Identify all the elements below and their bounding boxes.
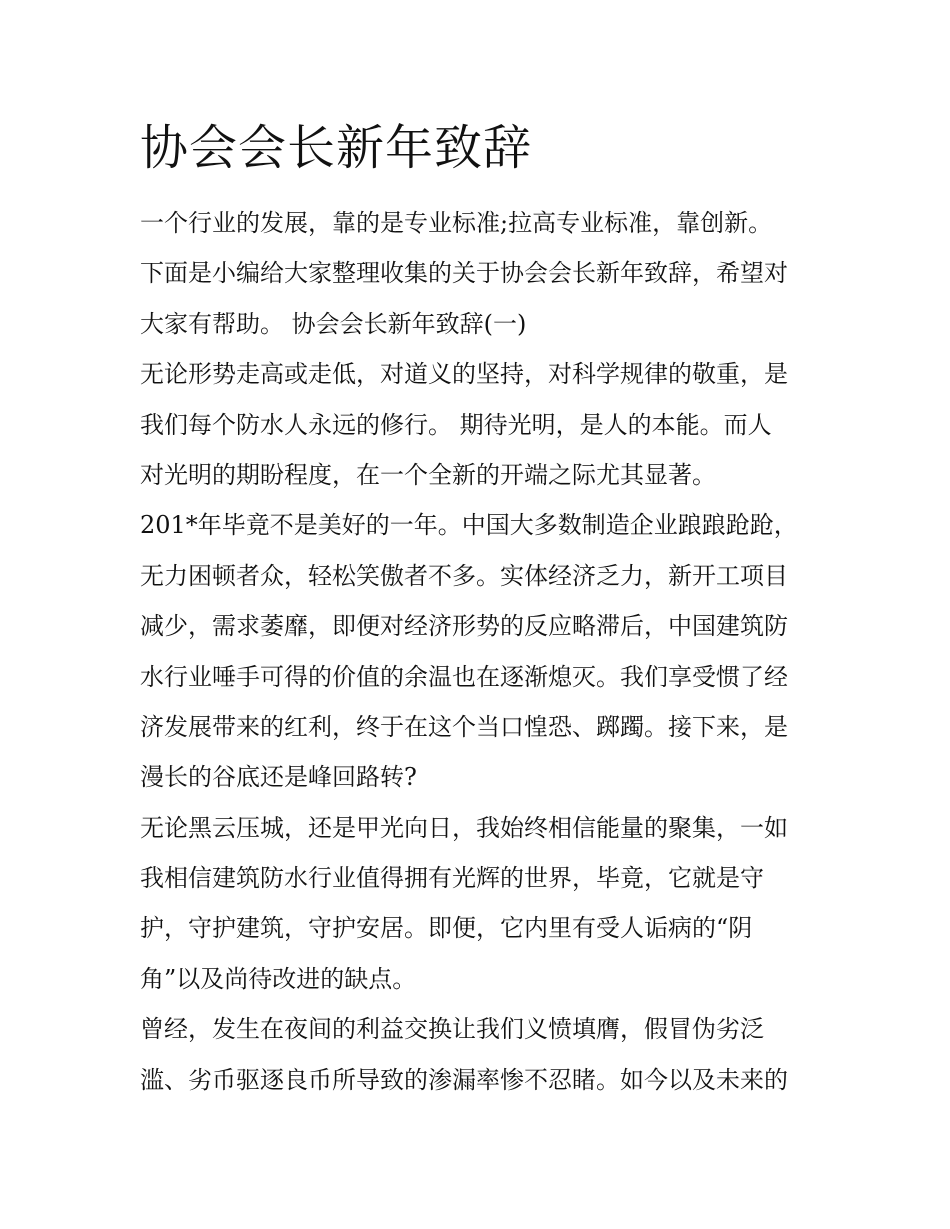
text-line: 减少，需求萎靡，即便对经济形势的反应略滞后，中国建筑防 bbox=[140, 612, 788, 641]
text-line: 水行业唾手可得的价值的余温也在逐渐熄灭。我们享受惯了经 bbox=[140, 662, 788, 691]
text-line: 对光明的期盼程度，在一个全新的开端之际尤其显著。 bbox=[140, 460, 716, 489]
text-line: 我们每个防水人永远的修行。 期待光明，是人的本能。而人 bbox=[140, 410, 772, 439]
text-line: 无力困顿者众，轻松笑傲者不多。实体经济乏力，新开工项目 bbox=[140, 561, 788, 590]
text-line: 下面是小编给大家整理收集的关于协会会长新年致辞，希望对 bbox=[140, 259, 788, 288]
text-line: 201*年毕竟不是美好的一年。中国大多数制造企业踉踉跄跄， bbox=[140, 511, 798, 540]
body-paragraph bbox=[140, 1004, 820, 1105]
text-line: 漫长的谷底还是峰回路转? bbox=[140, 763, 417, 792]
text-line: 济发展带来的红利，终于在这个当口惶恐、踯躅。接下来，是 bbox=[140, 712, 788, 741]
text-line: 滥、劣币驱逐良币所导致的渗漏率惨不忍睹。如今以及未来的 bbox=[140, 1065, 788, 1094]
text-line: 曾经，发生在夜间的利益交换让我们义愤填膺，假冒伪劣泛 bbox=[140, 1015, 764, 1044]
body-paragraph bbox=[140, 803, 820, 1005]
text-line: 护，守护建筑，守护安居。即便，它内里有受人诟病的“阴 bbox=[140, 914, 753, 943]
text-line: 我相信建筑防水行业值得拥有光辉的世界，毕竟，它就是守 bbox=[140, 864, 764, 893]
text-line: 角”以及尚待改进的缺点。 bbox=[140, 964, 417, 993]
body-paragraph bbox=[140, 349, 820, 500]
document-title: 协会会长新年致辞 bbox=[140, 120, 533, 176]
body-paragraph bbox=[140, 198, 820, 349]
document-body bbox=[140, 198, 820, 1105]
text-line: 一个行业的发展，靠的是专业标准;拉高专业标准，靠创新。 bbox=[140, 209, 773, 237]
body-paragraph bbox=[140, 500, 820, 802]
text-line: 无论形势走高或走低，对道义的坚持，对科学规律的敬重，是 bbox=[140, 360, 788, 389]
text-line: 无论黑云压城，还是甲光向日，我始终相信能量的聚集，一如 bbox=[140, 813, 788, 842]
text-line: 大家有帮助。 协会会长新年致辞(一) bbox=[140, 309, 527, 338]
